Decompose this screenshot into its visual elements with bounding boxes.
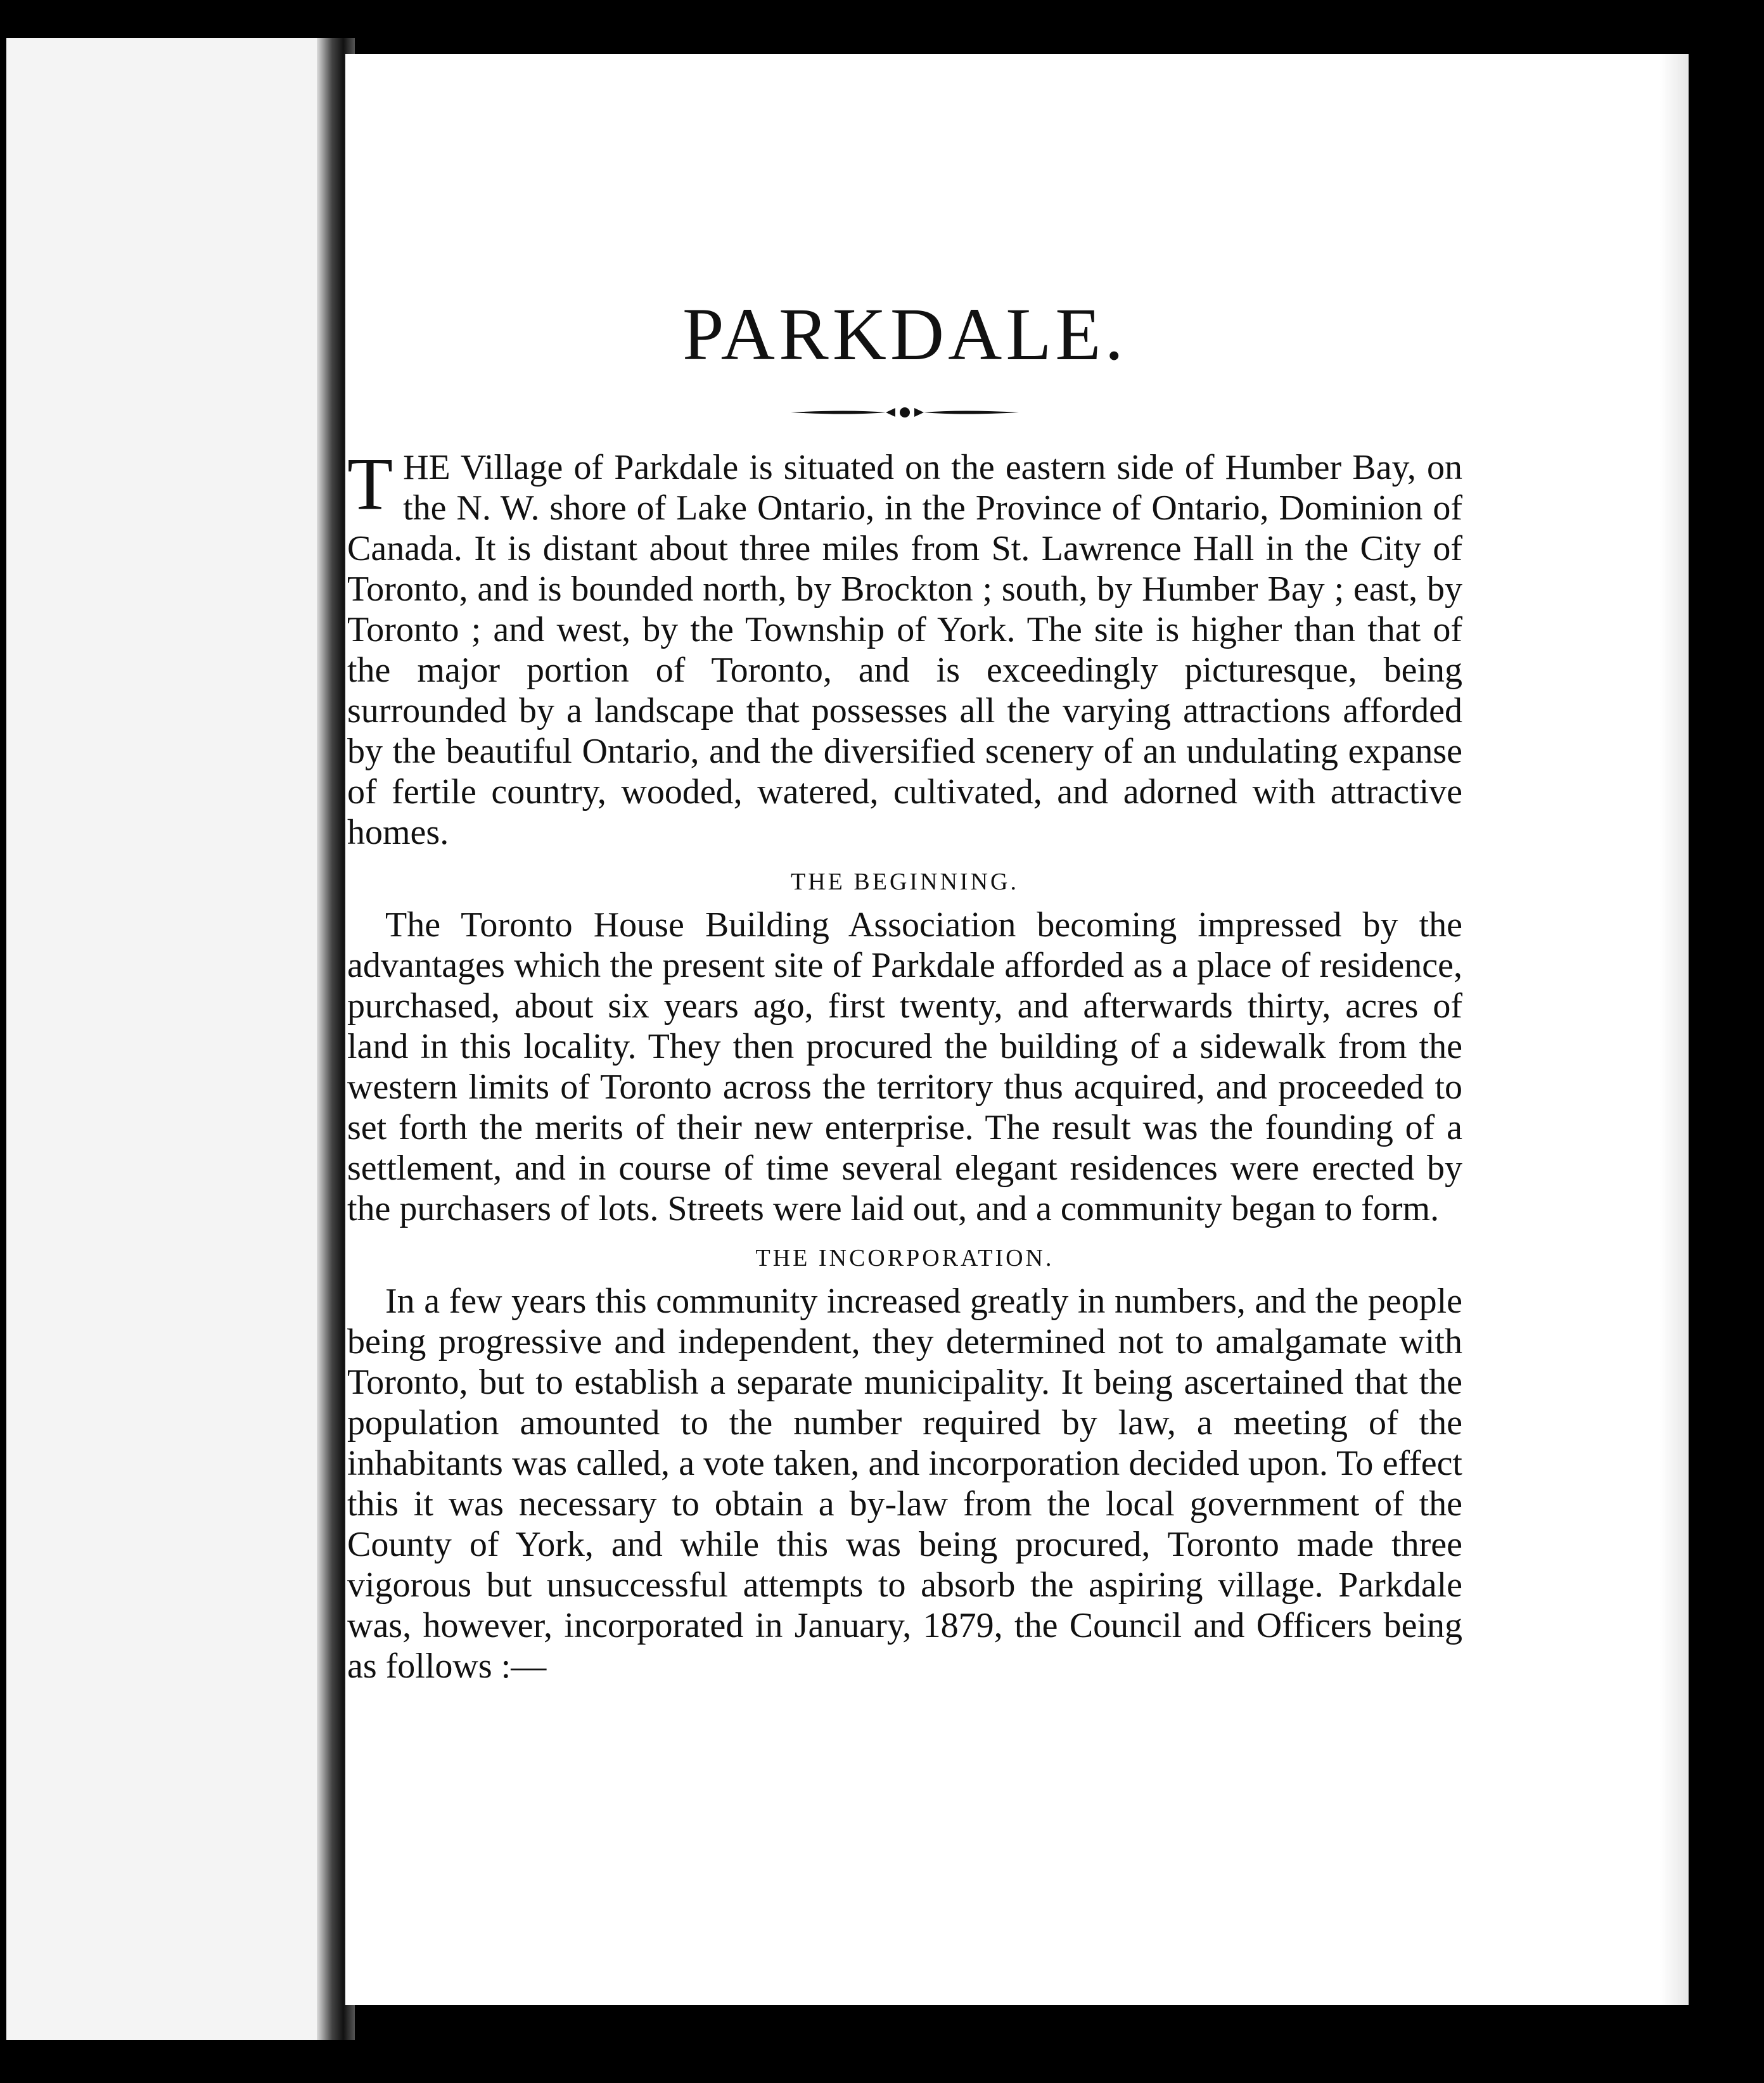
section-heading-incorporation: THE INCORPORATION. [755, 1245, 1054, 1271]
beginning-paragraph: The Toronto House Building Association becoming impressed by the advantages which the present site of Parkdale afforded as a place of residence, purchased, about six years ago, first twenty, and afterwards thirty, acres of land in this locality. They then procured the building of a sidewalk from the western limits of Toronto across the territory thus acquired, and proceeded to set forth the merits of their new enterprise. The result was the founding of a settlement, and in course of time several elegant residences were erected by the purchasers of lots. Streets were laid out, and a community began to form. [347, 905, 1462, 1228]
drop-cap: T [347, 442, 393, 525]
intro-paragraph [347, 442, 1462, 853]
page-title: PARKDALE. [682, 293, 1128, 376]
incorporation-paragraph: In a few years this community increased greatly in numbers, and the people being progressive and independent, they determined not to amalgamate with Toronto, but to establish a separate municipality. It being ascertained that the population amounted to the number required by law, a meeting of the inhabitants was called, a vote taken, and incorporation decided upon. To effect this it was necessary to obtain a by-law from the local government of the County of York, and while this was being procured, Toronto made three vigorous but unsuccessful attempts to absorb the aspiring village. Parkdale was, however, incorporated in January, 1879, the Council and Officers being as follows :— [347, 1282, 1462, 1686]
ornament-divider-icon [791, 403, 1019, 422]
intro-text: HE Village of Parkdale is situated on the eastern side of Humber Bay, on the N. W. shore of Lake Ontario, in the Province of Ontario, Dominion of Canada. It is distant about three miles from St. Lawrence Hall in the City of Toronto, and is bounded north, by Brockton ; south, by Humber Bay ; east, by Toronto ; and west, by the Township of York. The site is higher than that of the major portion of Toronto, and is exceedingly picturesque, being surrounded by a landscape that possesses all the varying attractions afforded by the beautiful Ontario, and the diversified scenery of an undulating expanse of fertile country, wooded, watered, cultivated, and adorned with attractive homes. [347, 448, 1462, 852]
section-heading-beginning: THE BEGINNING. [791, 869, 1019, 895]
facing-page [6, 38, 323, 2040]
page-content [347, 291, 1462, 1686]
page-edge [1660, 54, 1689, 2005]
